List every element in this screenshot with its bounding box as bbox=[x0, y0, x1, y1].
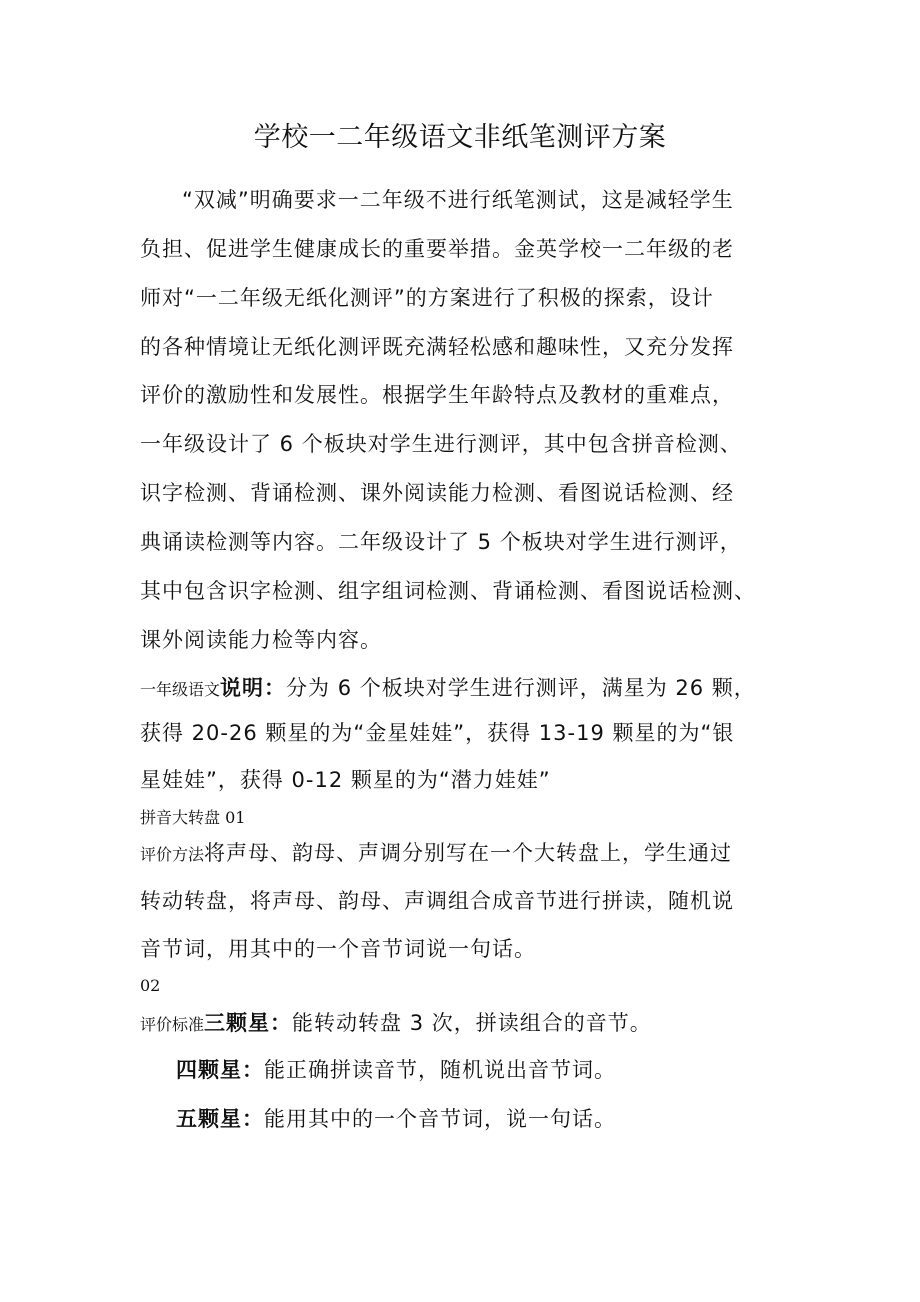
method-line bbox=[140, 838, 732, 870]
criteria-text: 能用其中的一个音节词，说一句话。 bbox=[264, 1107, 616, 1131]
section-number: 02 bbox=[140, 976, 161, 995]
explanation-line: 星娃娃”，获得 0-12 颗星的为“潜力娃娃” bbox=[140, 768, 551, 792]
intro-line: 师对“一二年级无纸化测评”的方案进行了积极的探索，设计 bbox=[140, 286, 714, 310]
intro-line: 识字检测、背诵检测、课外阅读能力检测、看图说话检测、经 bbox=[140, 481, 734, 505]
intro-line: 的各种情境让无纸化测评既充满轻松感和趣味性，又充分发挥 bbox=[140, 335, 734, 359]
criteria-label: 四颗星： bbox=[176, 1058, 264, 1082]
section-heading: 拼音大转盘 01 bbox=[140, 808, 246, 827]
criteria-label: 三颗星： bbox=[204, 1011, 293, 1035]
explanation-text: 分为 6 个板块对学生进行测评，满星为 26 颗， bbox=[286, 676, 756, 700]
explanation-prefix: 一年级语文 bbox=[140, 680, 221, 699]
explanation-line: 获得 20-26 颗星的为“金星娃娃”，获得 13-19 颗星的为“银 bbox=[140, 721, 735, 745]
intro-line: “双减”明确要求一二年级不进行纸笔测试，这是减轻学生 bbox=[182, 188, 734, 212]
criteria-prefix: 评价标准 bbox=[140, 1015, 205, 1034]
criteria-item bbox=[176, 1055, 616, 1085]
criteria-item bbox=[140, 1008, 652, 1040]
explanation-label: 说明： bbox=[220, 676, 287, 700]
method-text: 将声母、韵母、声调分别写在一个大转盘上，学生通过 bbox=[204, 841, 733, 865]
criteria-item bbox=[176, 1104, 616, 1134]
criteria-text: 能转动转盘 3 次，拼读组合的音节。 bbox=[292, 1011, 652, 1035]
method-line: 转动转盘，将声母、韵母、声调组合成音节进行拼读，随机说 bbox=[140, 889, 734, 913]
page-title: 学校一二年级语文非纸笔测评方案 bbox=[253, 122, 667, 153]
criteria-label: 五颗星： bbox=[176, 1107, 264, 1131]
intro-line: 典诵读检测等内容。二年级设计了 5 个板块对学生进行测评， bbox=[140, 530, 742, 554]
method-prefix: 评价方法 bbox=[140, 845, 205, 864]
intro-line: 课外阅读能力检等内容。 bbox=[140, 628, 382, 652]
method-line: 音节词，用其中的一个音节词说一句话。 bbox=[140, 937, 536, 961]
intro-line: 其中包含识字检测、组字组词检测、背诵检测、看图说话检测、 bbox=[140, 579, 756, 603]
intro-line: 一年级设计了 6 个板块对学生进行测评，其中包含拼音检测、 bbox=[140, 432, 742, 456]
explanation-line bbox=[140, 673, 756, 705]
criteria-text: 能正确拼读音节，随机说出音节词。 bbox=[264, 1058, 616, 1082]
intro-line: 负担、促进学生健康成长的重要举措。金英学校一二年级的老 bbox=[140, 237, 734, 261]
intro-line: 评价的激励性和发展性。根据学生年龄特点及教材的重难点， bbox=[140, 383, 734, 407]
